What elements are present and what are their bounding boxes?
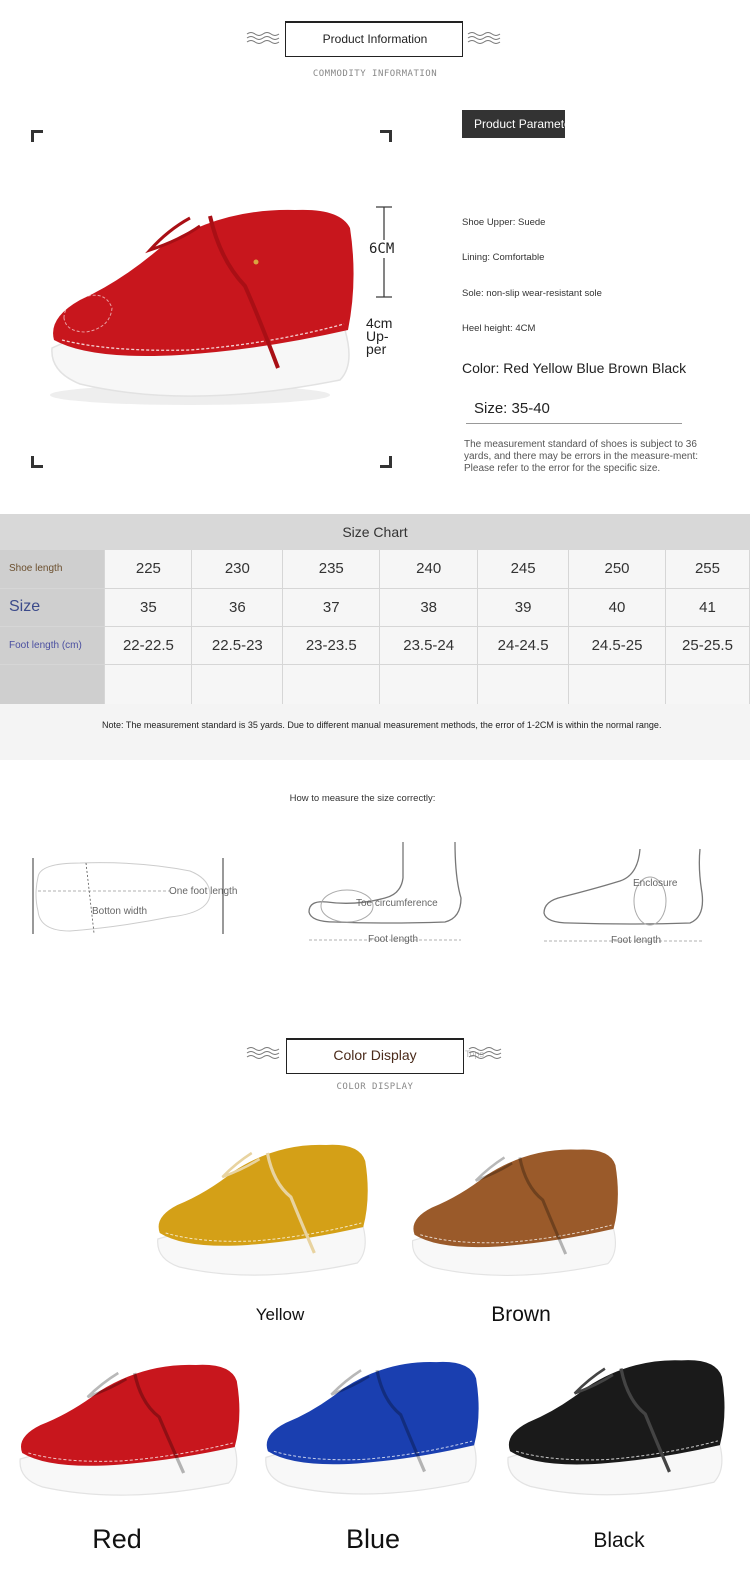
foot-length-label-2: Foot length [611, 935, 662, 946]
table-cell-empty [283, 664, 380, 705]
table-cell: 23-23.5 [283, 626, 380, 664]
enclosure-label: Enclosure [633, 878, 678, 889]
color-name-red: Red [92, 1524, 142, 1554]
param-color: Color: Red Yellow Blue Brown Black [462, 360, 687, 376]
frame-corner-bottom-right [380, 456, 392, 468]
table-cell-empty [569, 664, 666, 705]
height-label: 6CM [369, 240, 399, 258]
color-name-black: Black [593, 1529, 645, 1552]
frame-corner-bottom-left [31, 456, 43, 468]
product-info-header [0, 18, 750, 98]
color-display-header [0, 1033, 750, 1113]
color-name-blue: Blue [345, 1524, 401, 1554]
wavy-lines-right-icon [468, 1046, 502, 1060]
measurement-note: The measurement standard of shoes is subject to 36 yards, and there may be errors in the measure-ment: Please refer to the error for the specific size. [464, 439, 698, 474]
row-label: Shoe length [0, 550, 105, 588]
color-display-subtitle: COLOR DISPLAY [336, 1082, 414, 1092]
table-cell: 250 [569, 550, 666, 588]
table-cell: 23.5-24 [380, 626, 478, 664]
table-cell: 37 [283, 588, 380, 626]
product-shoe-image [40, 190, 370, 420]
table-cell: 24-24.5 [478, 626, 569, 664]
shoe-blue-image [258, 1352, 486, 1504]
table-cell: 41 [665, 588, 749, 626]
table-cell-empty [478, 664, 569, 705]
table-cell: 22-22.5 [105, 626, 192, 664]
table-cell-empty [380, 664, 478, 705]
shoe-black-image [500, 1350, 732, 1505]
size-chart-note-panel [0, 704, 750, 760]
row-label-empty [0, 664, 105, 705]
table-cell: 36 [192, 588, 283, 626]
size-chart-table [0, 550, 750, 706]
table-cell: 235 [283, 550, 380, 588]
frame-corner-top-left [31, 130, 43, 142]
color-name-brown: Brown [491, 1303, 551, 1326]
shoe-upper [53, 210, 354, 356]
table-cell: 40 [569, 588, 666, 626]
product-parameters-badge: Product Parameters [462, 110, 565, 138]
table-cell: 22.5-23 [192, 626, 283, 664]
table-row-empty [0, 664, 750, 705]
wavy-lines-right-icon [467, 31, 501, 45]
shoe-red-image [12, 1355, 247, 1505]
table-cell: 240 [380, 550, 478, 588]
size-chart-title: Size Chart [0, 514, 750, 550]
shoe-brown-image [405, 1140, 625, 1285]
table-cell-empty [105, 664, 192, 705]
table-cell: 24.5-25 [569, 626, 666, 664]
size-chart-note: Note: The measurement standard is 35 yards. Due to different manual measurement methods, the error of 1-2CM is within the normal range. [102, 720, 662, 730]
foot-length-label-1: Foot length [368, 934, 419, 945]
color-display-title: Color Display [333, 1047, 417, 1063]
param-size: Size: 35-40 [466, 400, 682, 424]
table-cell: 35 [105, 588, 192, 626]
row-label: Size [0, 588, 105, 626]
how-to-measure-title: How to measure the size correctly: [289, 793, 436, 804]
table-cell: 39 [478, 588, 569, 626]
page-title: Product Information [322, 32, 428, 46]
page-subtitle: COMMODITY INFORMATION [312, 69, 438, 79]
param-lining: Lining: Comfortable [462, 252, 545, 263]
table-row-shoe-length [0, 550, 750, 588]
table-cell: 255 [665, 550, 749, 588]
enclosure-diagram [540, 845, 710, 949]
table-cell: 230 [192, 550, 283, 588]
frame-corner-top-right [380, 130, 392, 142]
table-cell: 225 [105, 550, 192, 588]
table-row-foot-length [0, 626, 750, 664]
toe-circumference-diagram [305, 838, 465, 948]
param-upper: Shoe Upper: Suede [462, 217, 546, 228]
watermark-text: Tops [465, 1049, 485, 1059]
param-heel: Heel height: 4CM [462, 323, 536, 334]
param-sole: Sole: non-slip wear-resistant sole [462, 288, 602, 299]
color-name-yellow: Yellow [255, 1305, 305, 1324]
table-cell-empty [665, 664, 749, 705]
one-foot-length-label: One foot length [169, 886, 238, 897]
table-cell-empty [192, 664, 283, 705]
row-label: Foot length (cm) [0, 626, 105, 664]
platform-label: 4cm Up-per [366, 315, 393, 357]
bottom-width-label: Botton width [92, 906, 148, 917]
table-cell: 245 [478, 550, 569, 588]
table-cell: 38 [380, 588, 478, 626]
table-cell: 25-25.5 [665, 626, 749, 664]
shoe-yellow-image [150, 1135, 375, 1285]
toe-circumference-label: Toe circumference [356, 898, 438, 909]
table-row-size [0, 588, 750, 626]
